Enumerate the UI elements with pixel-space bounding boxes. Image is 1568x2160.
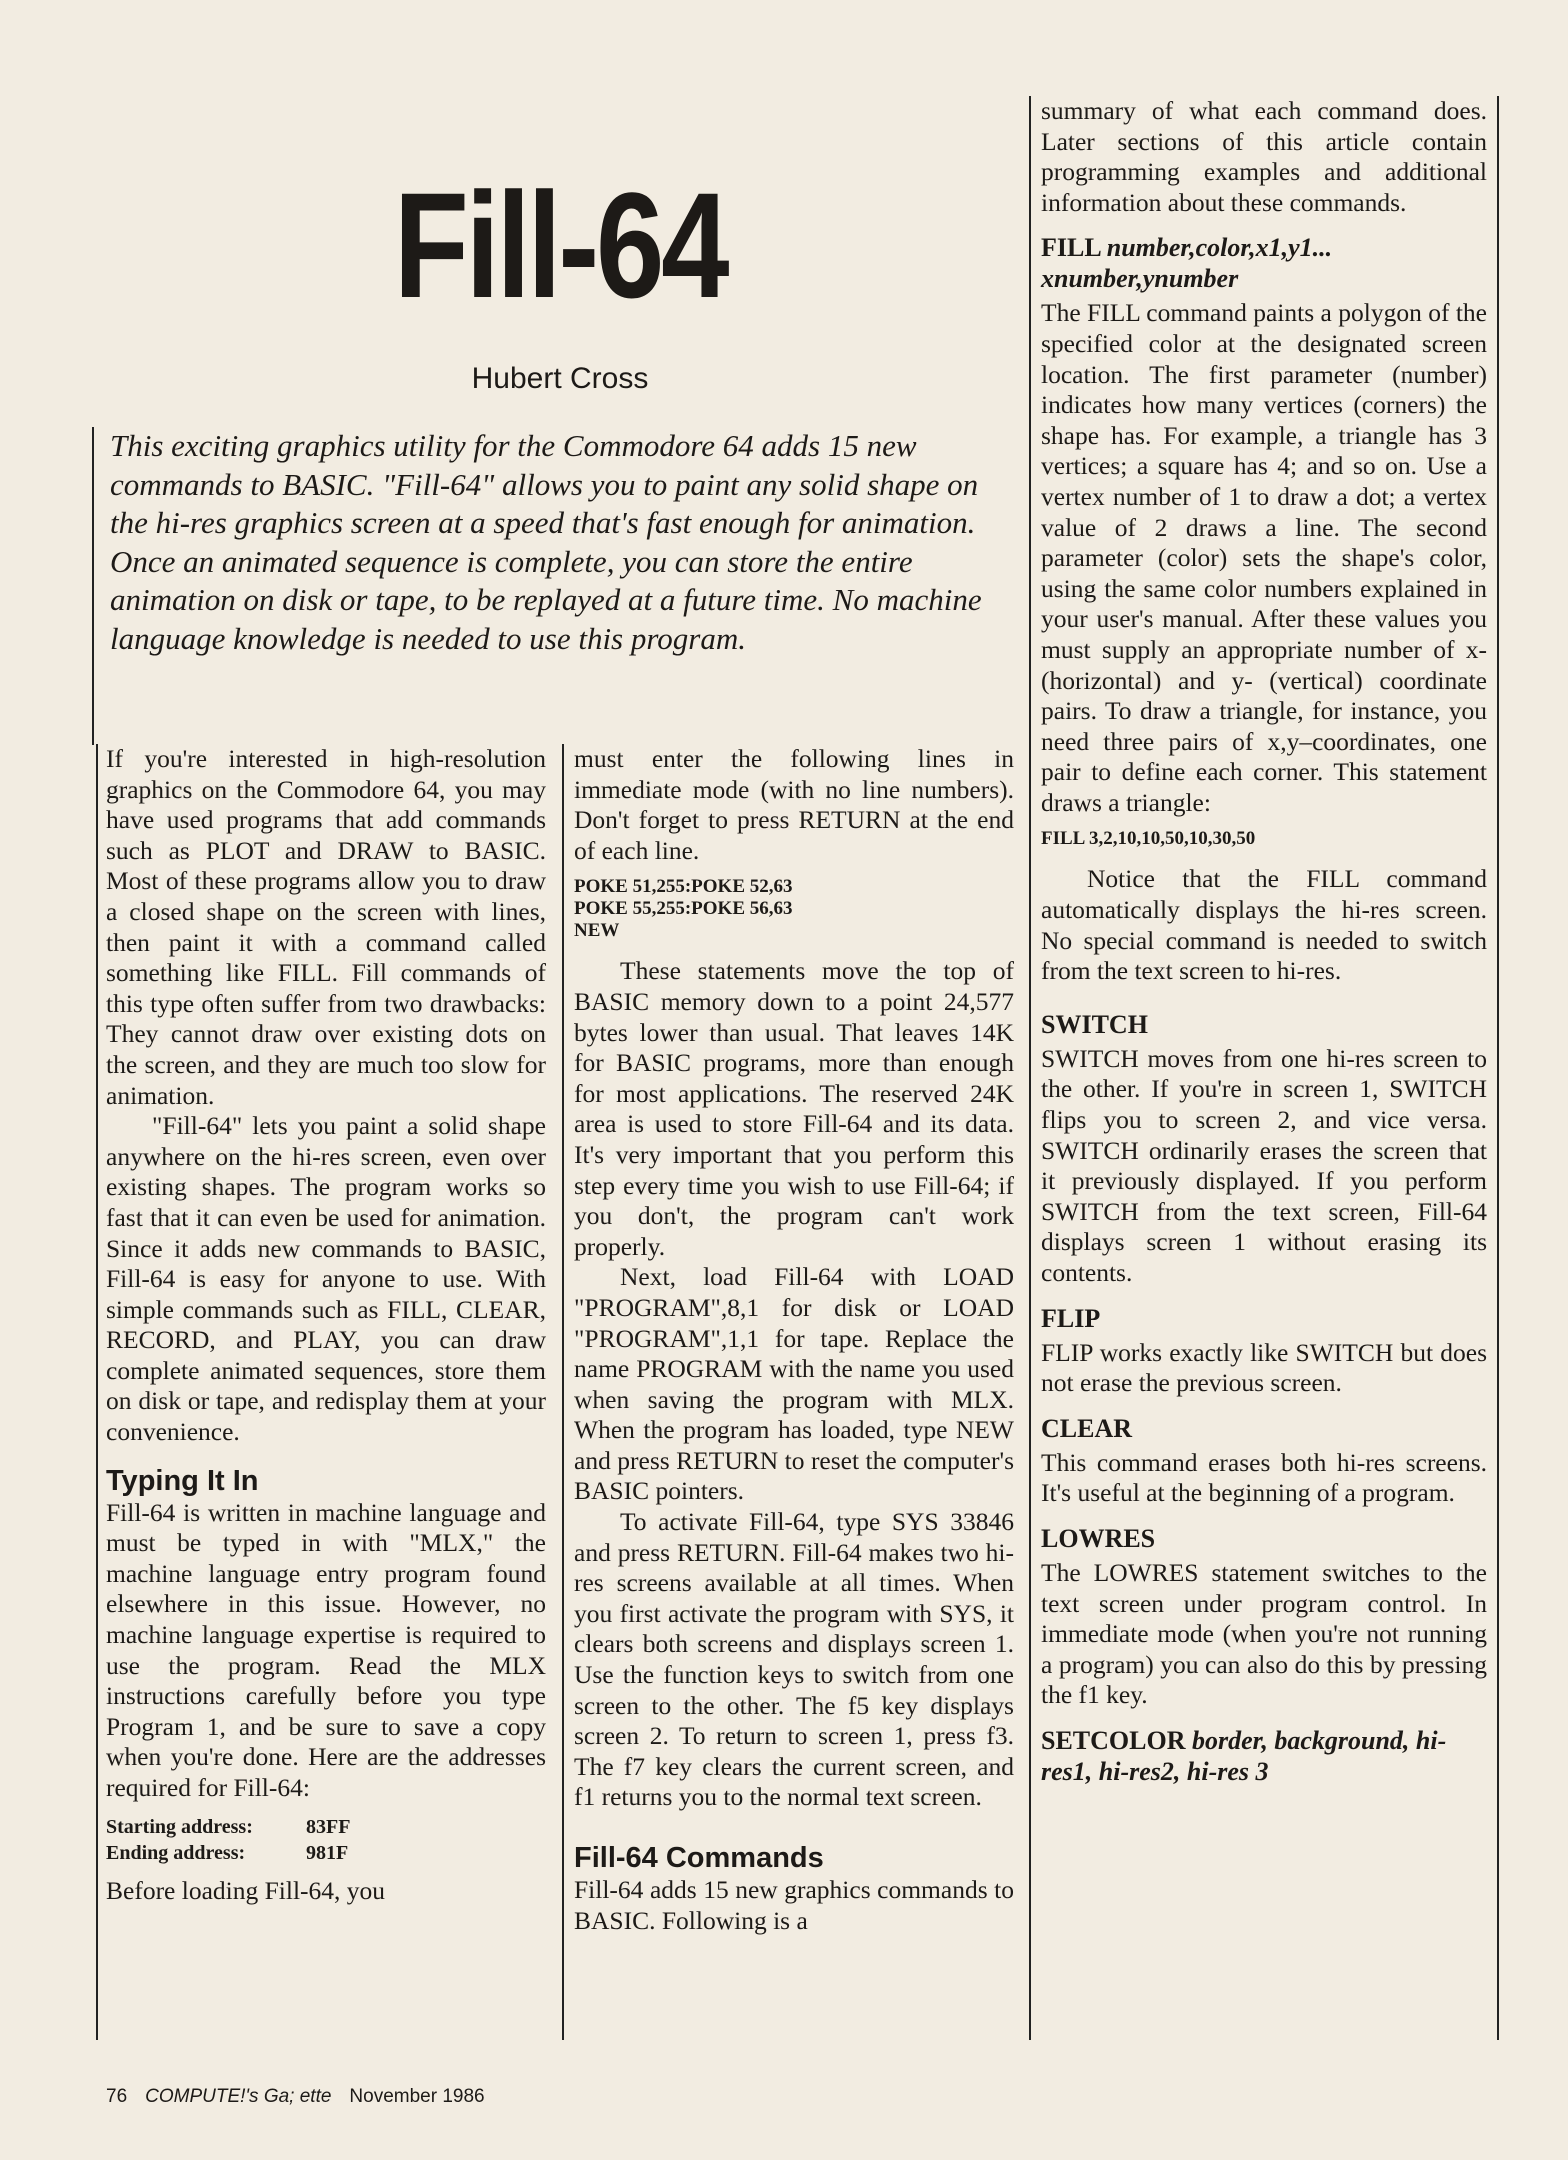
paragraph: These statements move the top of BASIC memory down to a point 24,577 bytes lower than usual. That leaves 14K for BASIC programs, more than enough for most applications. The reserved 24K area is used to store Fill-64 and its data. It's very important that you perform this step every time you wish to use Fill-64; if you don't, the program can't work properly. xyxy=(574,956,1014,1261)
column-rule xyxy=(562,744,564,2040)
paragraph: Before loading Fill-64, you xyxy=(106,1875,386,1905)
end-address-label: Ending address: xyxy=(106,1841,246,1864)
command-heading-flip: FLIP xyxy=(1041,1303,1101,1333)
code-line: POKE 51,255:POKE 52,63 xyxy=(574,876,793,898)
paragraph: SWITCH moves from one hi-res screen to the other. If you're in screen 1, SWITCH flips you to screen 2, and vice versa. SWITCH ordinarily erases the screen that it previously displayed. If you perform SWITCH from the text screen, Fill-64 displays screen 1 without erasing its contents. xyxy=(1041,1043,1487,1287)
command-heading-switch: SWITCH xyxy=(1041,1009,1148,1039)
article-intro: This exciting graphics utility for the Commodore 64 adds 15 new commands to BASIC. "Fill-64" allows you to paint any solid shape on the hi-res graphics screen at a speed that's fast enough for animation. Once an animated sequence is complete, you can store the entire animation on disk or tape, to be replayed at a future time. No machine language knowledge is needed to use this program. xyxy=(92,427,982,745)
command-args: number,color,x1,y1... xnumber,ynumber xyxy=(1041,233,1333,294)
address-list xyxy=(106,1814,546,1866)
page-number: 76 xyxy=(106,2086,128,2107)
magazine-name: COMPUTE!'s Ga; ette xyxy=(145,2086,332,2107)
command-heading-lowres: LOWRES xyxy=(1041,1523,1156,1553)
issue-date: November 1986 xyxy=(349,2086,485,2107)
command-name: SETCOLOR xyxy=(1041,1725,1186,1755)
code-line: NEW xyxy=(574,920,620,942)
column-rule xyxy=(96,744,98,2040)
section-heading: Fill-64 Commands xyxy=(574,1842,824,1874)
column-2 xyxy=(574,744,1014,1936)
paragraph: Fill-64 adds 15 new graphics commands to BASIC. Following is a xyxy=(574,1875,1014,1935)
start-address-value: 83FF xyxy=(306,1815,351,1838)
code-listing: FILL 3,2,10,10,50,10,30,50 xyxy=(1041,828,1256,850)
paragraph: Next, load Fill-64 with LOAD "PROGRAM",8,1 for disk or LOAD "PROGRAM",1,1 for tape. Replace the name PROGRAM with the name you used when saving the program with MLX. When the program has loaded, type NEW and press RETURN to reset the computer's BASIC pointers. xyxy=(574,1262,1014,1506)
paragraph: This command erases both hi-res screens. It's useful at the beginning of a program. xyxy=(1041,1447,1487,1508)
command-args: border, background, hi-res1, hi-res2, hi-res 3 xyxy=(1041,1725,1447,1786)
command-name: FILL xyxy=(1041,233,1101,263)
code-line: POKE 55,255:POKE 56,63 xyxy=(574,898,793,920)
command-heading-fill xyxy=(1041,232,1487,294)
section-heading: Typing It In xyxy=(106,1464,259,1497)
column-rule xyxy=(1497,96,1499,2040)
paragraph: Fill-64 is written in machine language and must be typed in with "MLX," the machine language entry program found elsewhere in this issue. However, no machine language expertise is required to use the program. Read the MLX instructions carefully before you type Program 1, and be sure to save a copy when you're done. Here are the addresses required for Fill-64: xyxy=(106,1497,546,1802)
command-heading-setcolor xyxy=(1041,1725,1487,1787)
page-footer xyxy=(106,2086,485,2108)
paragraph: Notice that the FILL command automatically displays the hi-res screen. No special command is needed to switch from the text screen to hi-res. xyxy=(1041,864,1487,986)
command-heading-clear: CLEAR xyxy=(1041,1413,1133,1443)
start-address-label: Starting address: xyxy=(106,1815,253,1838)
column-rule xyxy=(1029,96,1031,2040)
code-listing xyxy=(574,876,1014,942)
paragraph: The LOWRES statement switches to the text screen under program control. In immediate mode (when you're not running a program) you can also do this by pressing the f1 key. xyxy=(1041,1557,1487,1710)
paragraph: If you're interested in high-resolution graphics on the Commodore 64, you may have used programs that add commands such as PLOT and DRAW to BASIC. Most of these programs allow you to draw a closed shape on the screen with lines, then paint it with a command called something like FILL. Fill commands of this type often suffer from two drawbacks: They cannot draw over existing dots on the screen, and they are much too slow for animation. xyxy=(106,744,546,1110)
paragraph: "Fill-64" lets you paint a solid shape anywhere on the hi-res screen, even over existing shapes. The program works so fast that it can even be used for animation. Since it adds new commands to BASIC, Fill-64 is easy for anyone to use. With simple commands such as FILL, CLEAR, RECORD, and PLAY, you can draw complete animated sequences, store them on disk or tape, and redisplay them at your convenience. xyxy=(106,1111,546,1447)
article-title: Fill-64 xyxy=(393,161,727,329)
end-address-value: 981F xyxy=(306,1841,349,1864)
paragraph: summary of what each command does. Later sections of this article contain programming examples and additional information about these commands. xyxy=(1041,96,1487,217)
paragraph: FLIP works exactly like SWITCH but does not erase the previous screen. xyxy=(1041,1337,1487,1398)
author-byline: Hubert Cross xyxy=(471,362,649,395)
column-1 xyxy=(106,744,546,1906)
paragraph: must enter the following lines in immediate mode (with no line numbers). Don't forget to press RETURN at the end of each line. xyxy=(574,744,1014,865)
paragraph: The FILL command paints a polygon of the specified color at the designated screen location. The first parameter (number) indicates how many vertices (corners) the shape has. For example, a triangle has 3 vertices; a square has 4; and so on. Use a vertex number of 1 to draw a dot; a vertex value of 2 draws a line. The second parameter (color) sets the shape's color, using the same color numbers explained in your user's manual. After these values you must supply an appropriate number of x- (horizontal) and y- (vertical) coordinate pairs. To draw a triangle, for instance, you need three pairs of x,y–coordinates, one pair to define each corner. This statement draws a triangle: xyxy=(1041,298,1487,817)
column-3 xyxy=(1041,96,1487,1791)
paragraph: To activate Fill-64, type SYS 33846 and press RETURN. Fill-64 makes two hi-res screens available at all times. When you first activate the program with SYS, it clears both screens and displays screen 1. Use the function keys to switch from one screen to the other. The f5 key displays screen 2. To return to screen 1, press f3. The f7 key clears the current screen, and f1 returns you to the normal text screen. xyxy=(574,1507,1014,1812)
